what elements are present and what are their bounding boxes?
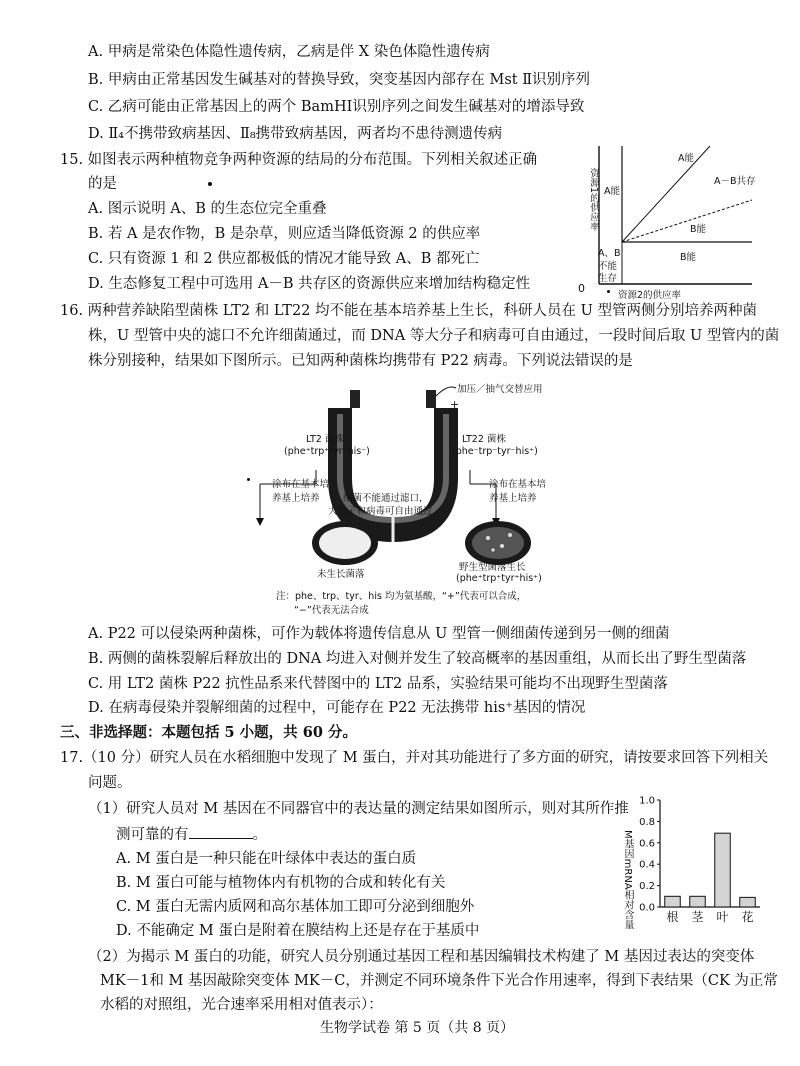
colony [508, 533, 512, 537]
q17-part1-text: 测可靠的有 [116, 827, 189, 843]
left-dish-agar [319, 527, 371, 559]
label-b-bottom: B能 [680, 252, 697, 263]
left-cap [350, 390, 360, 408]
figure-footnote-1: 注：phe、trp、tyr、his 均为氨基酸，“+”代表可以合成， [276, 591, 527, 602]
q14-option-d: D. Ⅱ₄不携带致病基因、Ⅱ₈携带致病基因，两者均不患待测遗传病 [88, 126, 503, 142]
stray-dot [208, 182, 212, 186]
left-note-2: 养基上培养 [272, 493, 320, 504]
stray-dot [247, 478, 250, 481]
section-3-heading: 三、非选择题：本题包括 5 小题，共 60 分。 [60, 724, 357, 741]
right-result: 野生型菌落生长 [459, 562, 526, 573]
q16-stem-line3: 株分别接种，结果如下图所示。已知两种菌株均携带有 P22 病毒。下列说法错误的是 [88, 353, 633, 369]
q16-option-a: A. P22 可以侵染两种菌株，可作为载体将遗传信息从 U 型管一侧细菌传递到另一侧的细菌 [88, 626, 670, 642]
chart-ylabel: M基因mRNA相对含量 [622, 830, 633, 930]
chart-bar-叶 [715, 833, 731, 907]
right-note-1: 涂布在基本培 [489, 479, 547, 490]
q17-stem: 17.（10 分）研究人员在水稻细胞中发现了 M 蛋白，并对其功能进行了多方面的研究，请按要求回答下列相关 [60, 750, 769, 766]
chart-category-label: 茎 [691, 910, 704, 924]
lt2-genotype: (phe⁺trp⁺tyr⁺his⁻) [284, 446, 370, 457]
chart-bar-根 [665, 896, 681, 907]
q17-part2-line2: MK－1和 M 基因敲除突变体 MK－C，并测定不同环境条件下光合作用速率，得到下表结果（CK 为正常 [100, 973, 778, 989]
q15-stem-cont: 的是 [88, 176, 117, 192]
m-gene-expression-chart [618, 790, 768, 930]
chart-y-tick-label: 0.8 [639, 816, 655, 828]
label-xaxis: 资源2的供应率 [618, 290, 682, 301]
q14-option-b: B. 甲病由正常基因发生碱基对的替换导致，突变基因内部存在 Mst Ⅱ识别序列 [88, 72, 591, 88]
label-a-left: A能 [604, 186, 620, 197]
q16-option-b: B. 两侧的菌株裂解后释放出的 DNA 均进入对侧并发生了较高概率的基因重组，从而长出了野生型菌落 [88, 651, 747, 667]
label-yaxis: 资源1的供应率 [588, 168, 599, 232]
q16-option-d: D. 在病毒侵染并裂解细菌的过程中，可能存在 P22 无法携带 his⁺基因的情况 [88, 700, 586, 716]
center-note-1: 细菌不能通过滤口， [343, 493, 429, 504]
q17-option-c: C. M 蛋白无需内质网和高尔基体加工即可分泌到细胞外 [116, 899, 475, 915]
chart-y-tick-label: 0.0 [639, 902, 655, 914]
label-a-top: A能 [678, 153, 694, 164]
colony [486, 536, 490, 540]
q15-option-b: B. 若 A 是农作物，B 是杂草，则应适当降低资源 2 的供应率 [88, 226, 481, 242]
q17-part1-cont [116, 824, 267, 845]
answer-blank[interactable] [189, 824, 253, 839]
q15-stem: 15. 如图表示两种植物竞争两种资源的结局的分布范围。下列相关叙述正确 [60, 152, 538, 168]
center-note-2: 大分子和病毒可自由通过 [328, 506, 433, 517]
q17-option-d: D. 不能确定 M 蛋白是附着在膜结构上还是存在于基质中 [116, 923, 480, 939]
chart-bar-花 [740, 897, 756, 907]
lt22-genotype: (phe⁻trp⁻tyr⁻his⁺) [452, 446, 538, 457]
chart-y-tick-label: 1.0 [639, 795, 655, 807]
chart-y-tick-label: 0.4 [639, 859, 655, 871]
colony [491, 548, 494, 551]
q17-option-a: A. M 蛋白是一种只能在叶绿体中表达的蛋白质 [116, 851, 417, 867]
pump-line [436, 387, 456, 396]
q15-option-c: C. 只有资源 1 和 2 供应都极低的情况才能导致 A、B 都死亡 [88, 251, 480, 267]
chart-bar-茎 [690, 896, 706, 907]
q14-option-a: A. 甲病是常染色体隐性遗传病，乙病是伴 X 染色体隐性遗传病 [88, 44, 490, 60]
left-arrow [256, 518, 264, 526]
label-none-3: 生存 [598, 273, 618, 284]
q17-part1-end: 。 [252, 827, 267, 843]
q17-option-b: B. M 蛋白可能与植物体内有机物的合成和转化有关 [116, 875, 446, 891]
q17-stem-cont: 问题。 [88, 775, 132, 791]
q17-part2-line3: 水稻的对照组，光合速率采用相对值表示）： [100, 997, 383, 1013]
right-dish-agar [472, 527, 524, 559]
chart-category-label: 根 [666, 910, 679, 924]
q15-option-a: A. 图示说明 A、B 的生态位完全重叠 [88, 201, 327, 217]
label-coexist: A－B共存 [714, 176, 756, 187]
q17-part2-line1: （2）为揭示 M 蛋白的功能，研究人员分别通过基因工程和基因编辑技术构建了 M 基因过表达的突变体 [88, 949, 755, 965]
chart-category-label: 叶 [716, 910, 729, 924]
chart-y-tick-label: 0.2 [639, 881, 655, 893]
label-none-2: 不能 [598, 261, 618, 272]
left-result: 未生长菌落 [317, 569, 365, 580]
lt2-name: LT2 菌株 [306, 434, 344, 445]
chart-y-tick-label: 0.6 [639, 838, 655, 850]
q16-stem-line1: 16. 两种营养缺陷型菌株 LT2 和 LT22 均不能在基本培养基上生长，科研人员在 U 型管两侧分别培养两种菌 [60, 303, 757, 319]
q16-stem-line2: 株，U 型管中央的滤口不允许细菌通过，而 DNA 等大分子和病毒可自由通过，一段时间后取 U 型管内的菌 [88, 328, 780, 344]
lt22-name: LT22 菌株 [462, 434, 506, 445]
right-result-genotype: (phe⁺trp⁺tyr⁺his⁺) [456, 573, 542, 584]
figure-footnote-2: “−”代表无法合成 [294, 605, 369, 616]
right-cap [426, 390, 436, 408]
q15-option-d: D. 生态修复工程中可选用 A－B 共存区的资源供应来增加结构稳定性 [88, 276, 531, 292]
colony [500, 544, 504, 548]
right-note-2: 养基上培养 [489, 493, 537, 504]
left-note-1: 涂布在基本培 [272, 479, 330, 490]
axis-dot [607, 290, 610, 293]
page-footer: 生物学试卷 第 5 页（共 8 页） [320, 1020, 515, 1036]
q16-option-c: C. 用 LT2 菌株 P22 抗性品系来代替图中的 LT2 品系，实验结果可能均不出现野生型菌落 [88, 676, 668, 692]
pump-label: 加压／抽气交替应用 [457, 384, 543, 395]
q17-part1: （1）研究人员对 M 基因在不同器官中的表达量的测定结果如图所示，则对其所作推 [88, 801, 629, 817]
chart-category-label: 花 [741, 910, 754, 924]
label-none-1: A、B [598, 248, 621, 259]
label-b-mid: B能 [690, 224, 707, 235]
label-origin: 0 [578, 282, 585, 295]
q14-option-c: C. 乙病可能由正常基因上的两个 BamHⅠ识别序列之间发生碱基对的增添导致 [88, 99, 585, 115]
pump-plus: + [450, 398, 460, 411]
